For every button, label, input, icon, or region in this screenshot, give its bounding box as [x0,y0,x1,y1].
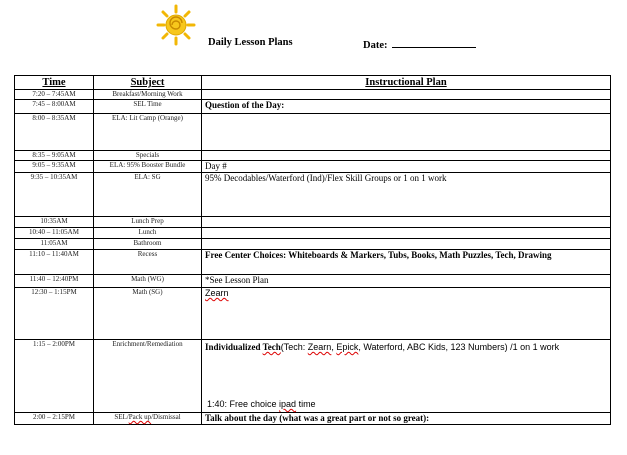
table-row [15,413,611,425]
table-row [15,100,611,114]
table-row [15,114,611,151]
plan-cell[interactable] [202,217,611,228]
time-cell: 2:00 – 2:15PM [15,413,94,425]
time-cell: 10:35AM [15,217,94,228]
time-cell: 8:35 – 9:05AM [15,151,94,161]
subject-cell [94,413,202,425]
time-cell: 12:30 – 1:15PM [15,288,94,340]
table-row [15,288,611,340]
table-header-row [15,76,611,90]
free-choice-text: 1:40: Free choice [207,399,280,409]
plan-cell[interactable] [202,114,611,151]
page-title: Daily Lesson Plans [208,37,293,48]
subject-cell: Recess [94,250,202,275]
table-row [15,151,611,161]
table-row [15,239,611,250]
plan-cell[interactable]: 95% Decodables/Waterford (Ind)/Flex Skill Groups or 1 on 1 work [202,173,611,217]
free-choice-line [207,399,316,410]
subject-cell: ELA: 95% Booster Bundle [94,161,202,173]
subject-cell: Bathroom [94,239,202,250]
plan-cell[interactable] [202,239,611,250]
plan-cell[interactable]: Talk about the day (what was a great part or not so great): [202,413,611,425]
table-row [15,340,611,413]
epick-text: Epick [336,342,359,352]
tech-text: Tech [262,342,281,352]
subject-cell: Specials [94,151,202,161]
sel-text: SEL/ [114,413,129,421]
time-cell: 9:05 – 9:35AM [15,161,94,173]
date-blank-line[interactable] [392,37,476,48]
date-label: Date: [363,40,388,51]
plan-column-header: Instructional Plan [202,76,611,90]
time-cell: 9:35 – 10:35AM [15,173,94,217]
plan-cell[interactable]: Day # [202,161,611,173]
plan-cell[interactable] [202,228,611,239]
time-cell: 11:05AM [15,239,94,250]
individualized-text: Individualized [205,342,263,352]
time-cell: 7:45 – 8:00AM [15,100,94,114]
table-row [15,161,611,173]
plan-cell[interactable]: Question of the Day: [202,100,611,114]
table-row [15,250,611,275]
subject-cell: Lunch [94,228,202,239]
subject-cell: Breakfast/Morning Work [94,90,202,100]
subject-cell: ELA: Lit Camp (Orange) [94,114,202,151]
plan-cell[interactable]: *See Lesson Plan [202,275,611,288]
time-suffix-text: time [296,399,316,409]
table-row [15,90,611,100]
table-row [15,275,611,288]
time-cell: 11:10 – 11:40AM [15,250,94,275]
plan-cell[interactable] [202,90,611,100]
table-row [15,228,611,239]
plan-cell[interactable] [202,151,611,161]
subject-cell: Enrichment/Remediation [94,340,202,413]
subject-cell: SEL Time [94,100,202,114]
time-column-header: Time [15,76,94,90]
lesson-plan-table [14,75,611,425]
subject-cell: ELA: SG [94,173,202,217]
time-cell: 1:15 – 2:00PM [15,340,94,413]
table-row [15,217,611,228]
plan-cell[interactable] [202,288,611,340]
free-center-text: Free Center Choices: Whiteboards & Markers, Tubs, Books, Math Puzzles, Tech, Drawing [205,250,552,260]
packup-text: Pack up [128,413,152,421]
table-row [15,173,611,217]
time-cell: 10:40 – 11:05AM [15,228,94,239]
date-field[interactable] [363,37,476,51]
zearn-text: Zearn [205,288,229,298]
comma-text: , [331,342,337,352]
time-cell: 7:20 – 7:45AM [15,90,94,100]
zearn-link-text: Zearn [307,342,332,352]
subject-cell: Lunch Prep [94,217,202,228]
subject-column-header: Subject [94,76,202,90]
time-cell: 11:40 – 12:40PM [15,275,94,288]
subject-cell: Math (SG) [94,288,202,340]
tech-list-text: , Waterford, ABC Kids, 123 Numbers) /1 on 1 work [358,342,560,352]
plan-cell[interactable] [202,250,611,275]
subject-cell: Math (WG) [94,275,202,288]
time-cell: 8:00 – 8:35AM [15,114,94,151]
plan-cell[interactable] [202,340,611,413]
dismissal-text: /Dismissal [151,413,181,421]
tech-paren-text: (Tech: [280,342,308,352]
ipad-text: ipad [279,399,297,409]
sun-icon [156,4,196,46]
